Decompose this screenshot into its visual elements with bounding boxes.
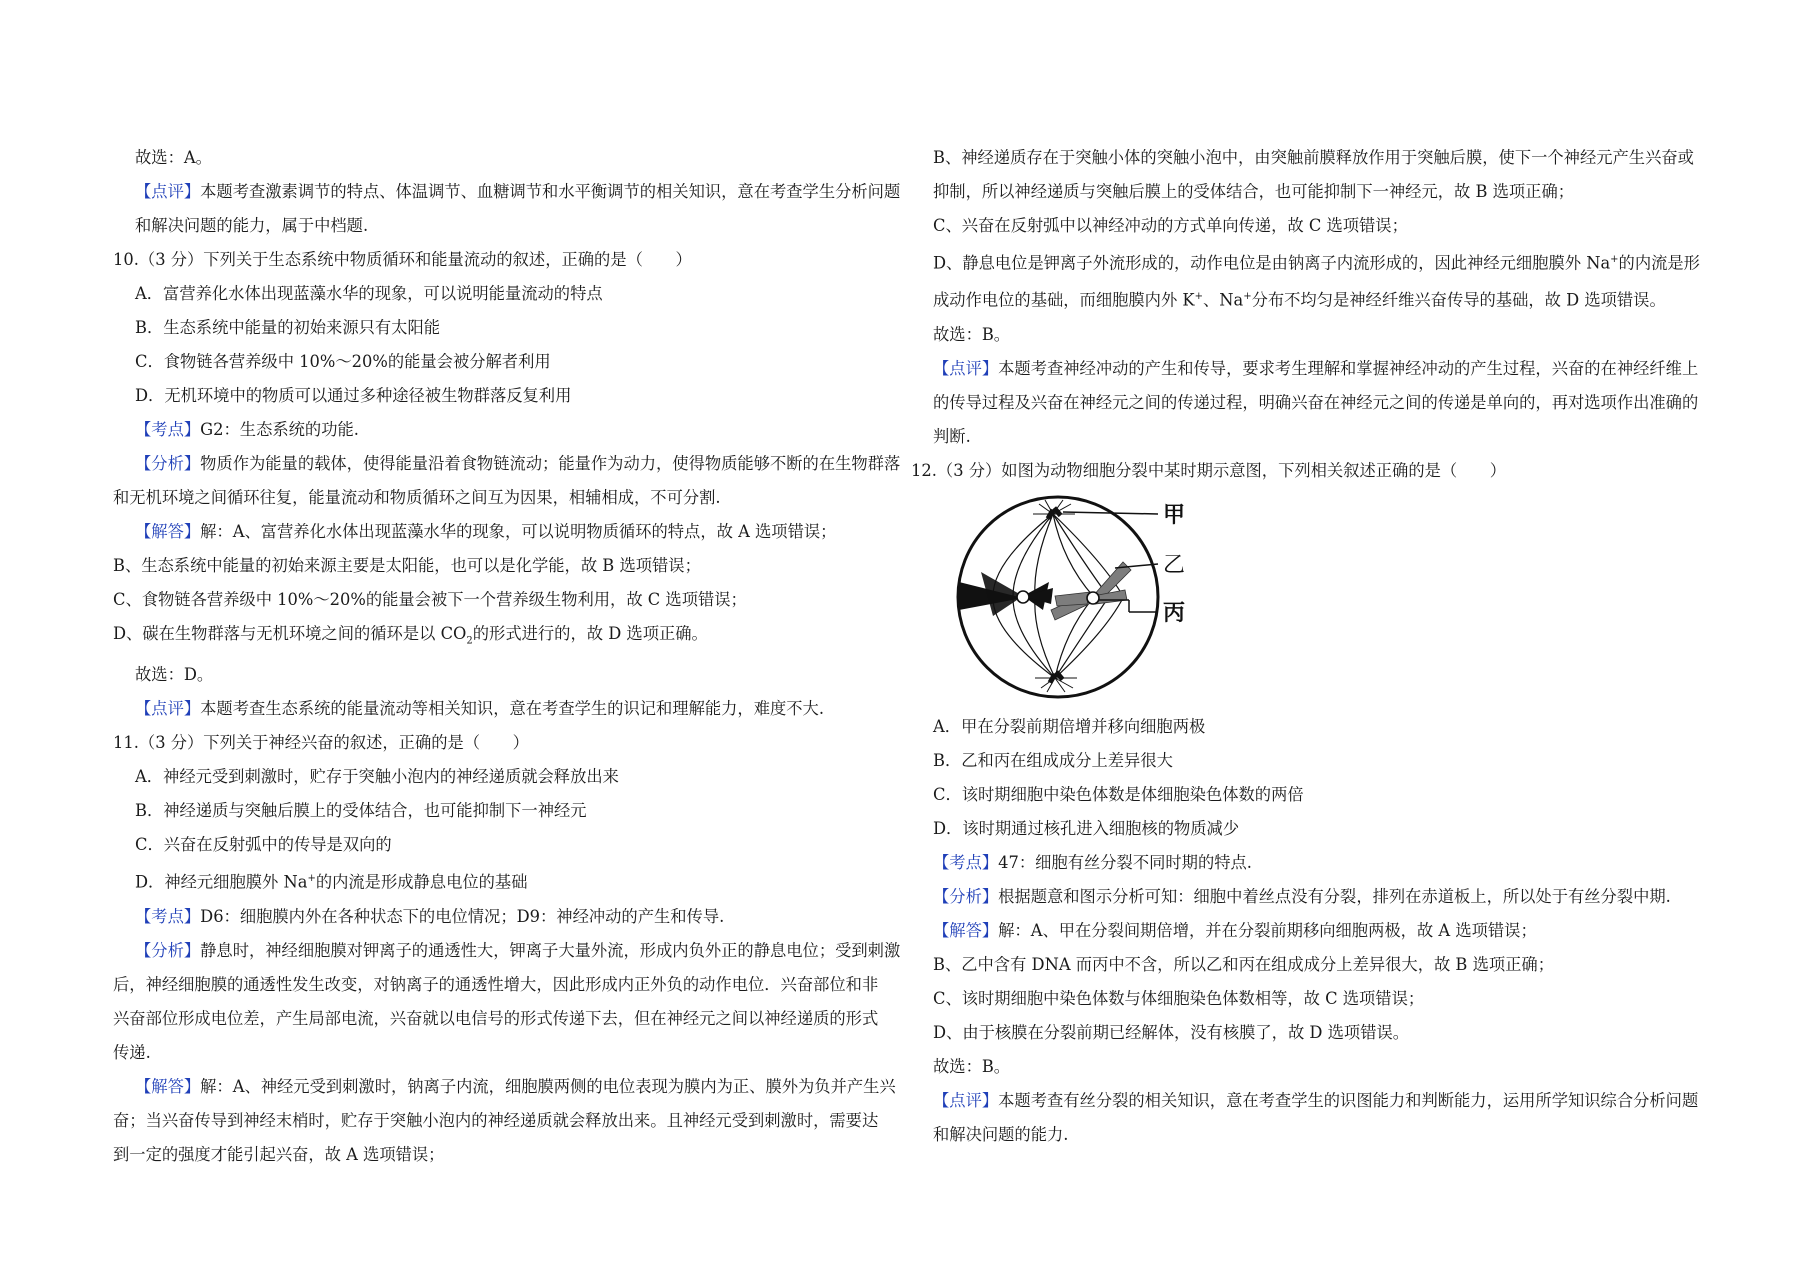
right-column	[911, 141, 1723, 1152]
question-11-stem: 11.（3 分）下列关于神经兴奋的叙述，正确的是（ ）	[113, 733, 529, 753]
analysis-line: 和无机环境之间循环往复，能量流动和物质循环之间互为因果，相辅相成，不可分割.	[113, 488, 721, 507]
solution-line: 到一定的强度才能引起兴奋，故 A 选项错误；	[113, 1144, 445, 1164]
analysis-line: 传递.	[113, 1042, 151, 1062]
solution-tag: 【解答】	[135, 522, 201, 541]
analysis-line: 【分析】静息时，神经细胞膜对钾离子的通透性大，钾离子大量外流，形成内负外正的静息电位；受到刺激	[135, 940, 901, 960]
option-c: C．食物链各营养级中 10%～20%的能量会被分解者利用	[135, 352, 551, 371]
comment-tag: 【点评】	[933, 1090, 999, 1110]
cell-division-figure	[933, 492, 1723, 706]
topic-tag: 【考点】	[933, 852, 999, 872]
comment-line: 的传导过程及兴奋在神经元之间的传递过程，明确兴奋在神经元之间的传递是单向的，再对选项作出准确的	[933, 392, 1699, 412]
option-c: C．兴奋在反射弧中的传导是双向的	[135, 835, 392, 855]
topic-tag: 【考点】	[135, 420, 201, 439]
solution-line: C、该时期细胞中染色体数与体细胞染色体数相等，故 C 选项错误；	[933, 988, 1425, 1008]
option-d: D．神经元细胞膜外 Na+的内流是形成静息电位的基础	[135, 872, 528, 892]
analysis-tag: 【分析】	[933, 886, 999, 906]
analysis-tag: 【分析】	[135, 454, 201, 473]
comment-line: 和解决问题的能力，属于中档题.	[135, 216, 369, 235]
comment-line: 【点评】本题考查生态系统的能量流动等相关知识，意在考查学生的识记和理解能力，难度不大.	[135, 699, 825, 719]
analysis-line: 兴奋部位形成电位差，产生局部电流，兴奋就以电信号的形式传递下去，但在神经元之间以神经递质的形式	[113, 1008, 879, 1028]
question-10-stem: 10.（3 分）下列关于生态系统中物质循环和能量流动的叙述，正确的是（ ）	[113, 250, 692, 269]
option-d: D．无机环境中的物质可以通过多种途径被生物群落反复利用	[135, 386, 572, 405]
answer-line: 故选：B。	[933, 324, 1011, 344]
option-b: B．生态系统中能量的初始来源只有太阳能	[135, 318, 441, 337]
centromere-right	[1087, 592, 1099, 604]
option-a: A．富营养化水体出现蓝藻水华的现象，可以说明能量流动的特点	[135, 284, 603, 303]
solution-line: 【解答】解：A、甲在分裂间期倍增，并在分裂前期移向细胞两极，故 A 选项错误；	[933, 920, 1537, 940]
answer-line: 故选：D。	[135, 665, 214, 685]
question-12-stem: 12.（3 分）如图为动物细胞分裂中某时期示意图，下列相关叙述正确的是（ ）	[911, 460, 1507, 480]
comment-line: 判断.	[933, 426, 971, 446]
analysis-line: 【分析】物质作为能量的载体，使得能量沿着食物链流动；能量作为动力，使得物质能够不断的在生物群落	[135, 454, 901, 473]
option-c: C．该时期细胞中染色体数是体细胞染色体数的两倍	[933, 784, 1304, 804]
analysis-tag: 【分析】	[135, 940, 201, 960]
comment-line: 【点评】本题考查神经冲动的产生和传导，要求考生理解和掌握神经冲动的产生过程，兴奋的在神经纤维上	[933, 358, 1699, 378]
topic-tag: 【考点】	[135, 906, 201, 926]
analysis-line: 后，神经细胞膜的通透性发生改变，对钠离子的通透性增大，因此形成内正外负的动作电位．兴奋部位和非	[113, 974, 879, 994]
solution-line: 【解答】解：A、富营养化水体出现蓝藻水华的现象，可以说明物质循环的特点，故 A 选项错误；	[135, 522, 837, 541]
comment-line: 【点评】本题考查激素调节的特点、体温调节、血糖调节和水平衡调节的相关知识，意在考查学生分析问题	[135, 182, 901, 201]
label-jia: 甲	[1163, 502, 1186, 528]
centromere-left	[1017, 591, 1029, 603]
option-d: D．该时期通过核孔进入细胞核的物质减少	[933, 818, 1240, 838]
solution-line: 【解答】解：A、神经元受到刺激时，钠离子内流，细胞膜两侧的电位表现为膜内为正、膜外为负并产生兴	[135, 1076, 896, 1096]
solution-line: D、碳在生物群落与无机环境之间的循环是以 $CO_2$的形式进行的，故 D 选项正确。	[113, 624, 708, 647]
solution-line: B、神经递质存在于突触小体的突触小泡中，由突触前膜释放作用于突触后膜，使下一个神经元产生兴奋或	[933, 148, 1694, 167]
comment-tag: 【点评】	[135, 699, 201, 719]
option-b: B．乙和丙在组成成分上差异很大	[933, 750, 1173, 770]
solution-tag: 【解答】	[135, 1076, 201, 1096]
solution-line: D、静息电位是钾离子外流形成的，动作电位是由钠离子内流形成的，因此神经元细胞膜外 Na+的内流是形	[933, 253, 1700, 273]
label-bing: 丙	[1163, 600, 1186, 626]
topic-line: 【考点】D6：细胞膜内外在各种状态下的电位情况；D9：神经冲动的产生和传导.	[135, 906, 725, 926]
solution-line: D、由于核膜在分裂前期已经解体，没有核膜了，故 D 选项错误。	[933, 1022, 1410, 1042]
solution-line: 抑制，所以神经递质与突触后膜上的受体结合，也可能抑制下一神经元，故 B 选项正确；	[933, 182, 1575, 201]
solution-tag: 【解答】	[933, 920, 999, 940]
cell-diagram	[953, 492, 1223, 702]
comment-tag: 【点评】	[933, 358, 999, 378]
left-column	[113, 141, 903, 1172]
answer-line: 故选：A。	[135, 148, 212, 167]
label-yi: 乙	[1163, 552, 1186, 578]
answer-line: 故选：B。	[933, 1056, 1011, 1076]
topic-line: 【考点】G2：生态系统的功能.	[135, 420, 359, 439]
comment-line: 和解决问题的能力.	[933, 1124, 1069, 1144]
solution-line: 成动作电位的基础，而细胞膜内外 K+、Na+分布不均匀是神经纤维兴奋传导的基础，故 D 选项错误。	[933, 290, 1666, 310]
option-a: A．甲在分裂前期倍增并移向细胞两极	[933, 716, 1206, 736]
solution-line: B、生态系统中能量的初始来源主要是太阳能，也可以是化学能，故 B 选项错误；	[113, 556, 701, 575]
comment-tag: 【点评】	[135, 182, 201, 201]
solution-line: C、食物链各营养级中 10%～20%的能量会被下一个营养级生物利用，故 C 选项错误；	[113, 590, 747, 609]
solution-line: B、乙中含有 DNA 而丙中不含，所以乙和丙在组成成分上差异很大，故 B 选项正确；	[933, 954, 1554, 974]
analysis-line: 【分析】根据题意和图示分析可知：细胞中着丝点没有分裂，排列在赤道板上，所以处于有丝分裂中期.	[933, 886, 1671, 906]
topic-line: 【考点】47：细胞有丝分裂不同时期的特点.	[933, 852, 1252, 872]
solution-line: 奋；当兴奋传导到神经末梢时，贮存于突触小泡内的神经递质就会释放出来。且神经元受到刺激时，需要达	[113, 1110, 879, 1130]
solution-line: C、兴奋在反射弧中以神经冲动的方式单向传递，故 C 选项错误；	[933, 216, 1408, 235]
option-b: B．神经递质与突触后膜上的受体结合，也可能抑制下一神经元	[135, 801, 587, 821]
comment-line: 【点评】本题考查有丝分裂的相关知识，意在考查学生的识图能力和判断能力，运用所学知识综合分析问题	[933, 1090, 1699, 1110]
option-a: A．神经元受到刺激时，贮存于突触小泡内的神经递质就会释放出来	[135, 767, 619, 787]
